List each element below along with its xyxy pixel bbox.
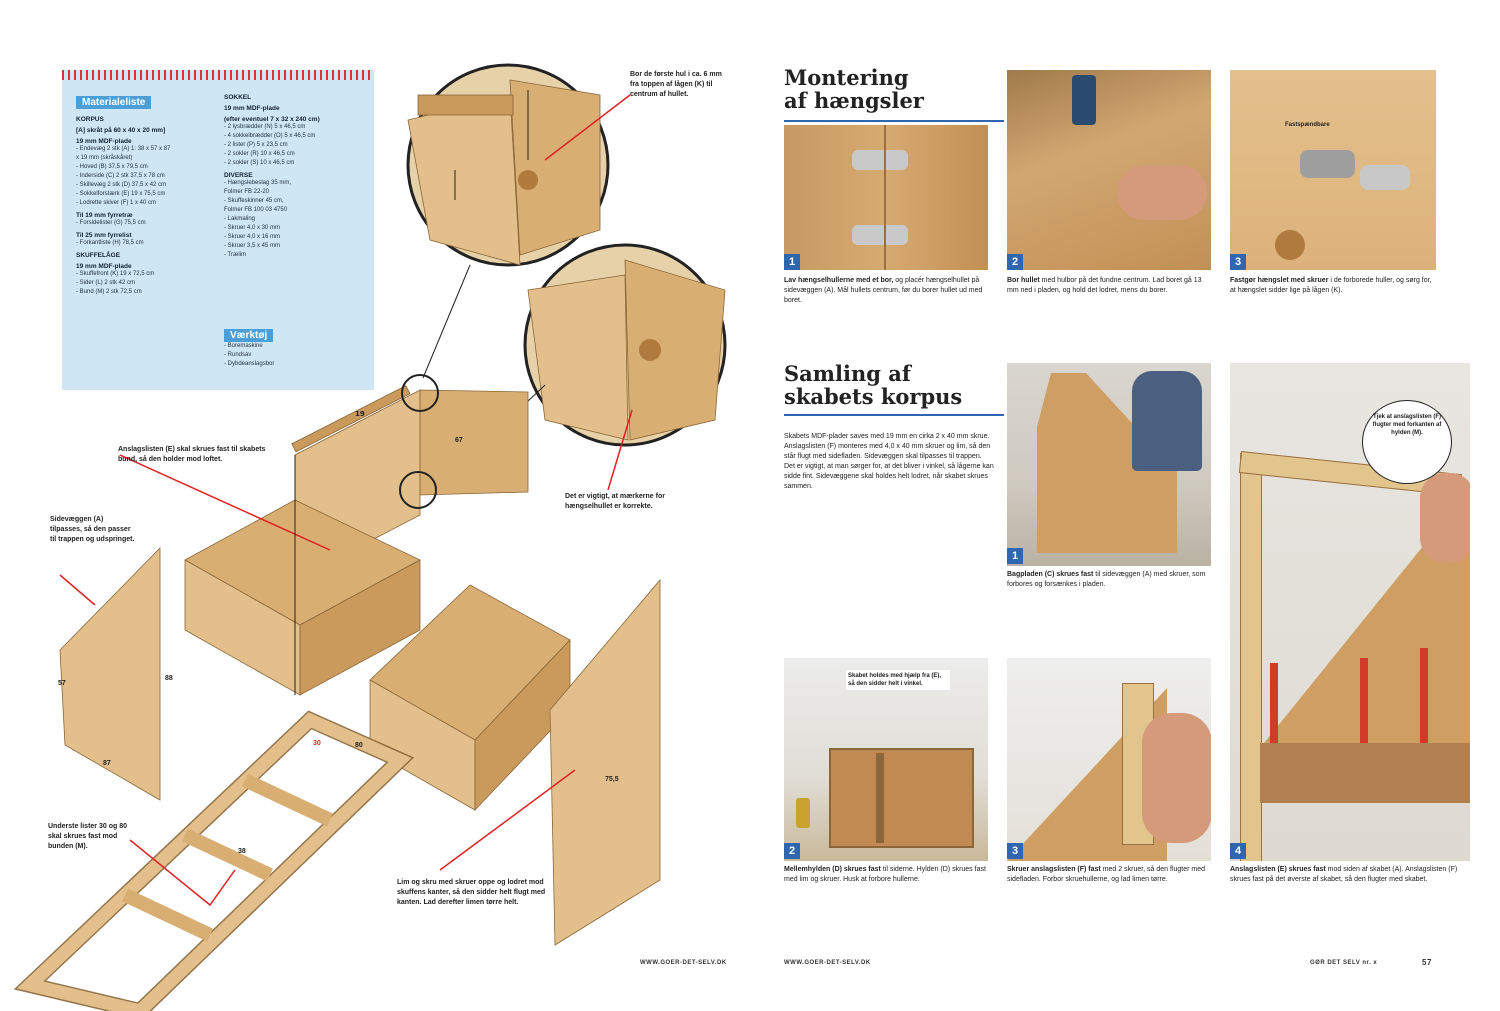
dim-57: 57 — [58, 680, 66, 687]
section-1-title — [784, 66, 924, 112]
parts-list-line: - Forkantliste (H) 78,5 cm — [76, 240, 144, 246]
dim-67: 67 — [455, 437, 463, 444]
hand-icon — [1420, 473, 1470, 563]
photo-hinge-panel — [784, 125, 988, 270]
parts-list-line: - Hængslebeslag 35 mm, — [224, 180, 292, 186]
parts-list-line: - Skuffeskinner 45 cm, — [224, 198, 284, 204]
hinge-hole-top — [518, 170, 538, 190]
callout-side-panel: Sidevæggen (A) tilpasses, så den passer til trappen og udspringet. — [50, 516, 135, 543]
photo-assembling-cabinet — [1007, 363, 1211, 566]
parts-list-line: - 2 sokler (S) 10 x 46,5 cm — [224, 160, 295, 166]
section-1-rule — [784, 120, 1004, 122]
parts-list-line: - Skruer 3,5 x 45 mm — [224, 243, 281, 249]
shelf — [1260, 743, 1470, 803]
hinge-hole — [1275, 230, 1305, 260]
callout-circle-top: Bor de første hul i ca. 6 mm fra toppen af lågen (K) til centrum af hullet. — [630, 71, 722, 98]
step-number: 1 — [1007, 548, 1023, 564]
step-number: 4 — [1230, 843, 1246, 859]
tools-title: Værktøj — [224, 329, 273, 342]
clamp-icon — [1270, 663, 1278, 743]
parts-list-line: x 19 mm (skråskåret) — [76, 155, 133, 161]
detail-top-panel-h — [510, 80, 600, 255]
parts-list-line: - 2 sokler (R) 10 x 46,5 cm — [224, 151, 295, 157]
section-1-title-line-2: af hængsler — [784, 88, 924, 113]
parts-list-line: - Skuffefront (K) 19 x 72,5 cm — [76, 271, 155, 277]
step-number: 3 — [1230, 254, 1246, 270]
step-number: 2 — [1007, 254, 1023, 270]
hinge-icon — [1360, 165, 1410, 190]
pin-label: Fastspændbare — [1285, 122, 1330, 128]
section-2-rule — [784, 414, 1004, 416]
parts-list-line: - Lodrette skiver (F) 1 x 40 cm — [76, 200, 157, 206]
glue-bottle-icon — [796, 798, 810, 828]
dim-75-5: 75,5 — [605, 776, 619, 783]
photo-batten-mounting — [1007, 658, 1211, 861]
section-1-title-line-1: Montering — [784, 65, 909, 90]
parts-list-line: - Sokkelforstærk (E) 19 x 75,5 cm — [76, 191, 166, 197]
right-footer-url: WWW.GOER-DET-SELV.DK — [784, 960, 871, 966]
person-icon — [1132, 371, 1202, 471]
parts-list-heading: [A] skråt på 60 x 40 x 20 mm] — [76, 127, 166, 134]
callout-top-shelf: Anslagslisten (E) skal skrues fast til skabets bund, så den holder mod loftet. — [118, 446, 266, 463]
hand-icon — [1117, 165, 1207, 220]
speech-bubble: Tjek at anslagslisten (F) flugter med forkanten af hylden (M). — [1362, 400, 1452, 484]
parts-list-line: - 2 lister (P) 5 x 23,5 cm — [224, 142, 288, 148]
parts-list-line: - Skruer 4,0 x 30 mm — [224, 225, 281, 231]
right-page — [750, 0, 1500, 1011]
dim-87: 87 — [103, 760, 111, 767]
section-2-title-line-2: skabets korpus — [784, 384, 963, 409]
base-frame — [30, 720, 400, 1011]
parts-list-line: - Forsidelister (G) 75,5 cm — [76, 220, 146, 226]
photo-drilling — [1007, 70, 1211, 270]
photo-shelf-mounting — [784, 658, 988, 861]
parts-list-heading: SKUFFELÅGE — [76, 252, 121, 259]
parts-list-line: - Skillevæg 2 stk (D) 37,5 x 42 cm — [76, 182, 167, 188]
hinge-hole-right — [639, 339, 661, 361]
clamp-note: Skabet holdes med hjælp fra (E), så den sidder helt i vinkel. — [846, 670, 950, 690]
arrow-side-panel — [60, 575, 95, 605]
front-panel-k — [550, 580, 660, 945]
parts-list-line: - Trælim — [224, 252, 246, 258]
parts-list-line: - Sider (L) 2 stk 42 cm — [76, 280, 136, 286]
parts-list-heading: Til 25 mm fyrrelist — [76, 232, 132, 239]
vertical-batten — [1240, 453, 1262, 861]
hand-icon — [1142, 713, 1211, 843]
section-2-title — [784, 362, 962, 408]
parts-list-heading: 19 mm MDF-plade — [76, 263, 132, 270]
photo-caption: Fastgør hængslet med skruer i de forborede huller, og sørg for, at hængslet sidder lige på lågen (K). — [1230, 277, 1432, 294]
photo-hinge-closeup — [1230, 70, 1436, 270]
parts-list-line: - Hoved (B) 37,5 x 79,5 cm — [76, 164, 148, 170]
photo-caption: Bor hullet med hulbor på det fundne centrum. Lad boret gå 13 mm ned i pladen, og hold det lodret, mens du borer. — [1007, 277, 1202, 294]
parts-list-heading: 19 mm MDF-plade — [76, 138, 132, 145]
parts-list-heading: KORPUS — [76, 116, 104, 123]
page-number: 57 — [1422, 958, 1432, 967]
dim-88: 88 — [165, 675, 173, 682]
clamp-icon — [1360, 658, 1368, 743]
photo-caption: Mellemhylden (D) skrues fast til siderne. Hylden (D) skrues fast med lim og skruer. Husk at forbore hullerne. — [784, 866, 986, 883]
parts-list-line: Folmer FB 100 03 4750 — [224, 207, 288, 213]
cabinet-box — [829, 748, 974, 848]
parts-list-line: - Endevæg 2 stk (A) 1: 38 x 57 x 87 — [76, 146, 171, 152]
detail-right-panel-a — [528, 275, 628, 440]
clamp-icon — [1420, 648, 1428, 743]
body-text: Skabets MDF-plader saves med 19 mm en cirka 2 x 40 mm skrue. Anslagslisten (F) monteres med 4,0 x 40 mm skruer og lim, så den står flugt med sidefladen. Sidevæggen skal tilpasses til trappen. Det er vigtigt, at man sørger for, at det bliver i vinkel, så lågerne kan sidde fint. Sidevæggene skal holdes helt lodret, når skabet skrues sammen. — [784, 433, 994, 490]
photo-caption: Bagpladen (C) skrues fast til sidevæggen (A) med skruer, som forbores og forsænkes i pladen. — [1007, 571, 1206, 588]
callout-frame: Underste lister 30 og 80 skal skrues fast mod bunden (M). — [48, 823, 127, 850]
step-number: 1 — [784, 254, 800, 270]
left-footer: WWW.GOER-DET-SELV.DK — [640, 960, 727, 966]
dim-19: 19 — [355, 410, 365, 418]
parts-list-line: - 4 sokkelbrædder (O) 5 x 46,5 cm — [224, 133, 316, 139]
parts-list-heading: (efter eventuel 7 x 32 x 240 cm) — [224, 116, 320, 123]
dim-80: 80 — [355, 742, 363, 749]
step-number: 3 — [1007, 843, 1023, 859]
callout-bottom: Lim og skru med skruer oppe og lodret mod skuffens kanter, så den sidder helt flugt med kanten. Lad derefter limen tørre helt. — [397, 879, 546, 906]
parts-list-line: - Lakmaling — [224, 216, 256, 222]
hinge-icon — [852, 225, 908, 245]
dim-30: 30 — [313, 740, 321, 747]
detail-top-panel-a — [408, 95, 520, 265]
parts-list-line: - Inderside (C) 2 stk 37,5 x 78 cm — [76, 173, 165, 179]
tools-list-item: - Boremaskine — [224, 343, 263, 349]
parts-list-heading: 19 mm MDF-plade — [224, 105, 280, 112]
section-2-title-line-1: Samling af — [784, 361, 911, 386]
photo-caption: Skruer anslagslisten (F) fast med 2 skruer, så den flugter med sidefladen. Forbor skruehullerne, og lad limen tørre. — [1007, 866, 1206, 883]
parts-list-heading: Til 19 mm fyrretræ — [76, 212, 133, 219]
parts-list-line: - Skruer 4,0 x 16 mm — [224, 234, 281, 240]
parts-list-title: Materialeliste — [76, 96, 151, 109]
right-footer-magazine: GØR DET SELV nr. x — [1310, 960, 1378, 966]
drill-icon — [1072, 75, 1096, 125]
parts-list-line: - 2 lysbrædder (N) 5 x 46,5 cm — [224, 124, 306, 130]
callout-circle-right: Det er vigtigt, at mærkerne for hængselhullet er korrekte. — [565, 493, 665, 510]
photo-caption: Anslagslisten (E) skrues fast mod siden af skabet (A). Anslagslisten (F) skrues fast på det øverste af skabet, så den flugter med skabet. — [1230, 866, 1458, 883]
tools-list-item: - Dybdeanslagsbor — [224, 361, 275, 367]
dim-38: 38 — [238, 848, 246, 855]
parts-list-line: Folmer FB 22-20 — [224, 189, 270, 195]
parts-list-line: - Bund (M) 2 stk 72,5 cm — [76, 289, 142, 295]
hinge-icon — [852, 150, 908, 170]
parts-list-heading: DIVERSE — [224, 172, 253, 179]
parts-list-heading: SOKKEL — [224, 94, 252, 101]
detail-top-strip — [418, 95, 513, 115]
cabinet-door-h — [420, 390, 528, 495]
step-number: 2 — [784, 843, 800, 859]
hinge-icon — [1300, 150, 1355, 178]
photo-caption: Lav hængselhullerne med et bor, og placér hængselhullet på sidevæggen (A). Mål hullets centrum, før du borer hullet ud med boret. — [784, 277, 983, 304]
tools-list-item: - Rundsav — [224, 352, 252, 358]
